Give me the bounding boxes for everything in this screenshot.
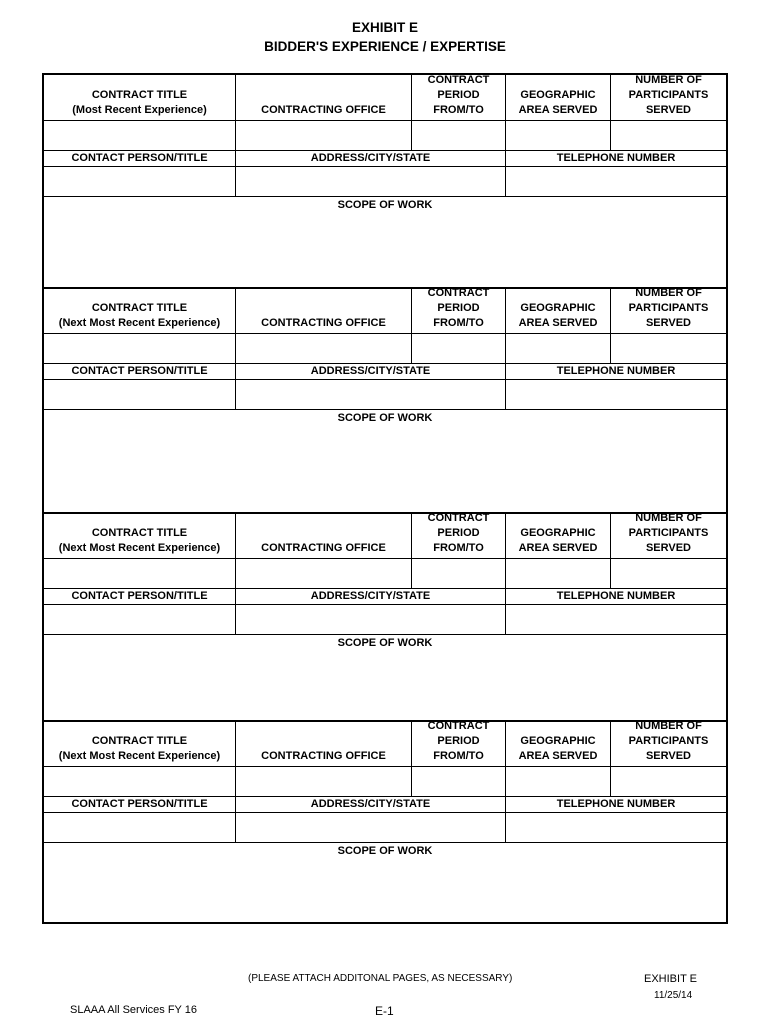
contracting-office-label: CONTRACTING OFFICE <box>261 750 386 762</box>
contract-entry-row <box>44 559 726 589</box>
contract-period-label: FROM/TO <box>433 750 484 762</box>
contract-period-label: PERIOD <box>437 527 480 539</box>
contracting-office-field[interactable] <box>236 559 412 588</box>
experience-label: (Next Most Recent Experience) <box>58 317 221 329</box>
contract-period-label: CONTRACT <box>427 74 490 86</box>
geographic-area-label: AREA SERVED <box>518 750 598 762</box>
contact-person-field[interactable] <box>44 813 236 842</box>
participants-field[interactable] <box>611 559 726 588</box>
contact-person-field[interactable] <box>44 167 236 196</box>
contract-period-label: CONTRACT <box>427 720 490 732</box>
scope-of-work-area[interactable] <box>44 410 726 513</box>
participants-field[interactable] <box>611 121 726 150</box>
contact-entry-row <box>44 605 726 635</box>
scope-of-work-label: SCOPE OF WORK <box>337 845 433 857</box>
experience-block <box>44 75 726 288</box>
participants-label: NUMBER OF <box>635 74 702 86</box>
address-label: ADDRESS/CITY/STATE <box>310 365 431 377</box>
contact-header-row <box>44 797 726 813</box>
contact-entry-row <box>44 380 726 410</box>
contracting-office-field[interactable] <box>236 334 412 363</box>
contact-person-label: CONTACT PERSON/TITLE <box>71 152 208 164</box>
experience-label: (Next Most Recent Experience) <box>58 542 221 554</box>
contract-period-field[interactable] <box>412 767 506 796</box>
experience-label: (Most Recent Experience) <box>72 104 207 116</box>
address-label: ADDRESS/CITY/STATE <box>310 152 431 164</box>
experience-label: (Next Most Recent Experience) <box>58 750 221 762</box>
contract-title-field[interactable] <box>44 121 236 150</box>
contract-title-label: CONTRACT TITLE <box>91 527 188 539</box>
contract-period-label: CONTRACT <box>427 512 490 524</box>
participants-label: PARTICIPANTS <box>628 735 709 747</box>
geographic-area-label: GEOGRAPHIC <box>520 302 596 314</box>
address-field[interactable] <box>236 167 506 196</box>
address-field[interactable] <box>236 380 506 409</box>
contract-header-row <box>44 75 726 121</box>
telephone-field[interactable] <box>506 813 726 842</box>
scope-of-work-label: SCOPE OF WORK <box>337 412 433 424</box>
contract-period-label: PERIOD <box>437 735 480 747</box>
contract-title-label: CONTRACT TITLE <box>91 302 188 314</box>
participants-label: NUMBER OF <box>635 720 702 732</box>
contract-title-label: CONTRACT TITLE <box>91 735 188 747</box>
geographic-area-label: GEOGRAPHIC <box>520 527 596 539</box>
geographic-area-label: GEOGRAPHIC <box>520 89 596 101</box>
participants-label: PARTICIPANTS <box>628 302 709 314</box>
contact-entry-row <box>44 813 726 843</box>
scope-of-work-label: SCOPE OF WORK <box>337 199 433 211</box>
contracting-office-field[interactable] <box>236 767 412 796</box>
telephone-field[interactable] <box>506 380 726 409</box>
contract-period-field[interactable] <box>412 121 506 150</box>
participants-label: PARTICIPANTS <box>628 527 709 539</box>
address-label: ADDRESS/CITY/STATE <box>310 798 431 810</box>
revision-date: 11/25/14 <box>654 990 693 1001</box>
geographic-area-label: GEOGRAPHIC <box>520 735 596 747</box>
contract-period-label: FROM/TO <box>433 104 484 116</box>
participants-label: PARTICIPANTS <box>628 89 709 101</box>
scope-of-work-area[interactable] <box>44 843 726 924</box>
contact-header-row <box>44 364 726 380</box>
contract-header-row <box>44 721 726 767</box>
contract-title-label: CONTRACT TITLE <box>91 89 188 101</box>
address-field[interactable] <box>236 813 506 842</box>
geographic-area-label: AREA SERVED <box>518 542 598 554</box>
contract-header-row <box>44 513 726 559</box>
telephone-label: TELEPHONE NUMBER <box>556 365 676 377</box>
page-subtitle: BIDDER'S EXPERIENCE / EXPERTISE <box>264 39 506 54</box>
contract-period-label: FROM/TO <box>433 317 484 329</box>
scope-of-work-area[interactable] <box>44 635 726 721</box>
experience-block <box>44 513 726 721</box>
geographic-area-field[interactable] <box>506 334 611 363</box>
geographic-area-label: AREA SERVED <box>518 317 598 329</box>
scope-of-work-area[interactable] <box>44 197 726 288</box>
exhibit-label: EXHIBIT E <box>644 973 697 985</box>
contract-entry-row <box>44 334 726 364</box>
participants-label: SERVED <box>645 750 692 762</box>
contract-period-label: CONTRACT <box>427 287 490 299</box>
participants-label: NUMBER OF <box>635 287 702 299</box>
participants-label: SERVED <box>645 317 692 329</box>
contact-person-field[interactable] <box>44 605 236 634</box>
address-label: ADDRESS/CITY/STATE <box>310 590 431 602</box>
contract-period-field[interactable] <box>412 334 506 363</box>
participants-field[interactable] <box>611 767 726 796</box>
participants-field[interactable] <box>611 334 726 363</box>
contracting-office-label: CONTRACTING OFFICE <box>261 542 386 554</box>
contract-period-label: PERIOD <box>437 302 480 314</box>
participants-label: SERVED <box>645 542 692 554</box>
contact-person-label: CONTACT PERSON/TITLE <box>71 365 208 377</box>
contract-entry-row <box>44 121 726 151</box>
participants-label: NUMBER OF <box>635 512 702 524</box>
contract-entry-row <box>44 767 726 797</box>
experience-block <box>44 721 726 924</box>
contract-period-label: PERIOD <box>437 89 480 101</box>
contact-person-label: CONTACT PERSON/TITLE <box>71 798 208 810</box>
contract-title-field[interactable] <box>44 767 236 796</box>
geographic-area-field[interactable] <box>506 767 611 796</box>
geographic-area-field[interactable] <box>506 559 611 588</box>
contracting-office-label: CONTRACTING OFFICE <box>261 317 386 329</box>
contract-title-field[interactable] <box>44 334 236 363</box>
telephone-field[interactable] <box>506 605 726 634</box>
program-label: SLAAA All Services FY 16 <box>70 1004 197 1016</box>
scope-of-work-label: SCOPE OF WORK <box>337 637 433 649</box>
telephone-label: TELEPHONE NUMBER <box>556 590 676 602</box>
geographic-area-label: AREA SERVED <box>518 104 598 116</box>
page-number: E-1 <box>375 1004 394 1018</box>
telephone-label: TELEPHONE NUMBER <box>556 798 676 810</box>
contact-header-row <box>44 151 726 167</box>
contracting-office-label: CONTRACTING OFFICE <box>261 104 386 116</box>
page-title: EXHIBIT E <box>351 20 418 35</box>
contact-entry-row <box>44 167 726 197</box>
experience-block <box>44 288 726 513</box>
contract-header-row <box>44 288 726 334</box>
address-field[interactable] <box>236 605 506 634</box>
telephone-field[interactable] <box>506 167 726 196</box>
contact-header-row <box>44 589 726 605</box>
experience-form <box>42 73 728 924</box>
contracting-office-field[interactable] <box>236 121 412 150</box>
participants-label: SERVED <box>645 104 692 116</box>
contract-period-label: FROM/TO <box>433 542 484 554</box>
geographic-area-field[interactable] <box>506 121 611 150</box>
contract-period-field[interactable] <box>412 559 506 588</box>
contact-person-field[interactable] <box>44 380 236 409</box>
contact-person-label: CONTACT PERSON/TITLE <box>71 590 208 602</box>
attach-note: (PLEASE ATTACH ADDITONAL PAGES, AS NECESSARY) <box>248 973 513 984</box>
telephone-label: TELEPHONE NUMBER <box>556 152 676 164</box>
contract-title-field[interactable] <box>44 559 236 588</box>
